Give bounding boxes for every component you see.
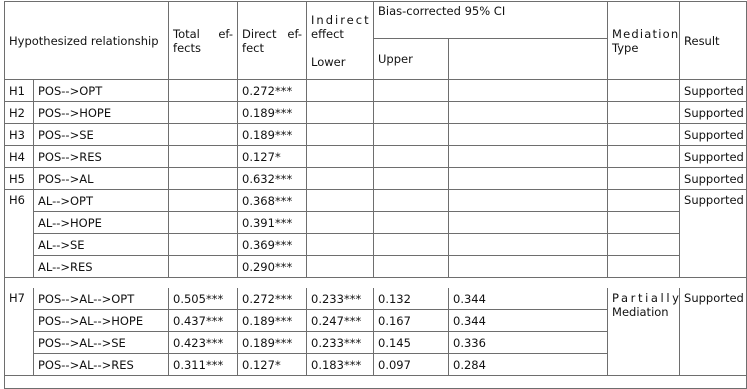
header-bias-corrected-ci: Bias-corrected 95% CI [374,2,608,39]
path-cell: POS-->AL-->OPT [34,288,169,310]
header-row-1 [5,2,747,39]
header-mediation-type-line1: Mediation [612,26,680,41]
upper-cell [374,256,449,278]
result-cell: Supported [680,190,747,278]
indirect-effect-cell [307,256,374,278]
header-indirect-effect-line2: effect [311,26,344,41]
header-mediation-type-line2: Type [612,40,639,55]
spacer-cell [5,278,747,288]
path-cell: AL-->OPT [34,190,169,212]
ci-extra-cell [449,212,608,234]
total-effect-cell [169,80,238,102]
upper-cell [374,234,449,256]
table-footer-row [5,376,747,389]
table-row [5,80,747,102]
mediation-cell [608,80,680,102]
header-hypothesized-relationship: Hypothesized relationship [5,2,169,80]
total-effect-cell [169,256,238,278]
direct-effect-cell: 0.368*** [238,190,307,212]
mediation-cell [608,234,680,256]
indirect-effect-cell [307,234,374,256]
hypothesis-id: H4 [5,146,34,168]
table-row [5,256,747,278]
ci-extra-cell [449,102,608,124]
total-effect-cell [169,234,238,256]
header-total-effects-line2: fects [173,40,201,55]
direct-effect-cell: 0.632*** [238,168,307,190]
table-row [5,212,747,234]
header-total-effects [169,2,238,80]
indirect-effect-cell: 0.247*** [307,310,374,332]
ci-extra-cell [449,168,608,190]
direct-effect-cell: 0.391*** [238,212,307,234]
table-row [5,102,747,124]
header-indirect-effect [307,2,374,80]
header-direct-effect-line2: fect [242,40,264,55]
direct-effect-cell: 0.272*** [238,80,307,102]
hypothesis-id: H5 [5,168,34,190]
upper-cell [374,124,449,146]
total-effect-cell [169,124,238,146]
path-cell: POS-->AL-->HOPE [34,310,169,332]
indirect-effect-cell [307,168,374,190]
indirect-effect-cell [307,80,374,102]
upper-cell [374,146,449,168]
hypothesis-id: H3 [5,124,34,146]
indirect-effect-cell [307,212,374,234]
path-cell: AL-->HOPE [34,212,169,234]
path-cell: AL-->SE [34,234,169,256]
total-effect-cell [169,102,238,124]
path-cell: POS-->AL-->RES [34,354,169,376]
indirect-effect-cell: 0.233*** [307,332,374,354]
direct-effect-cell: 0.189*** [238,102,307,124]
header-mediation-type [608,2,680,80]
header-indirect-effect-line1: Indirect [311,12,371,27]
path-cell: POS-->SE [34,124,169,146]
result-cell: Supported [680,102,747,124]
path-cell: POS-->AL [34,168,169,190]
indirect-effect-cell [307,124,374,146]
hypothesis-id: H2 [5,102,34,124]
mediation-cell [608,212,680,234]
indirect-effect-cell [307,146,374,168]
result-cell: Supported [680,168,747,190]
total-effect-cell: 0.437*** [169,310,238,332]
ci-extra-cell: 0.284 [449,354,608,376]
direct-effect-cell: 0.290*** [238,256,307,278]
upper-cell: 0.167 [374,310,449,332]
ci-extra-cell: 0.344 [449,310,608,332]
upper-cell [374,102,449,124]
table-row [5,146,747,168]
ci-extra-cell: 0.344 [449,288,608,310]
table-row [5,124,747,146]
total-effect-cell [169,146,238,168]
result-cell: Supported [680,80,747,102]
direct-effect-cell: 0.189*** [238,124,307,146]
total-effect-cell: 0.311*** [169,354,238,376]
header-ci-blank [449,39,608,80]
ci-extra-cell [449,146,608,168]
ci-extra-cell [449,124,608,146]
direct-effect-cell: 0.127* [238,354,307,376]
table-footer-cell [5,376,747,389]
mediation-cell [608,102,680,124]
upper-cell: 0.097 [374,354,449,376]
path-cell: AL-->RES [34,256,169,278]
table-row [5,288,747,310]
upper-cell [374,190,449,212]
total-effect-cell: 0.505*** [169,288,238,310]
total-effect-cell: 0.423*** [169,332,238,354]
mediation-cell [608,190,680,212]
indirect-effect-cell: 0.183*** [307,354,374,376]
total-effect-cell [169,168,238,190]
hypothesis-id: H6 [5,190,34,278]
spacer-row [5,278,747,288]
ci-extra-cell [449,256,608,278]
indirect-effect-cell [307,190,374,212]
upper-cell: 0.132 [374,288,449,310]
path-cell: POS-->HOPE [34,102,169,124]
table-row [5,234,747,256]
hypothesis-results-table [4,1,747,389]
header-upper: Upper [374,39,449,80]
direct-effect-cell: 0.127* [238,146,307,168]
upper-cell [374,80,449,102]
mediation-cell [608,288,680,376]
result-cell: Supported [680,288,747,376]
mediation-type-line1: Partially [612,291,682,305]
total-effect-cell [169,190,238,212]
path-cell: POS-->RES [34,146,169,168]
ci-extra-cell [449,80,608,102]
mediation-cell [608,146,680,168]
mediation-cell [608,168,680,190]
direct-effect-cell: 0.369*** [238,234,307,256]
mediation-type-line2: Mediation [612,305,669,319]
path-cell: POS-->AL-->SE [34,332,169,354]
header-total-effects-line1: Total ef- [173,26,234,41]
result-cell: Supported [680,124,747,146]
total-effect-cell [169,212,238,234]
header-result: Result [680,2,747,80]
hypothesis-id: H1 [5,80,34,102]
upper-cell [374,168,449,190]
upper-cell [374,212,449,234]
ci-extra-cell: 0.336 [449,332,608,354]
indirect-effect-cell: 0.233*** [307,288,374,310]
direct-effect-cell: 0.189*** [238,332,307,354]
header-lower: Lower [311,54,346,69]
mediation-cell [608,124,680,146]
ci-extra-cell [449,234,608,256]
mediation-cell [608,256,680,278]
hypothesis-id: H7 [5,288,34,376]
upper-cell: 0.145 [374,332,449,354]
indirect-effect-cell [307,102,374,124]
table-row [5,190,747,212]
direct-effect-cell: 0.272*** [238,288,307,310]
table-row [5,168,747,190]
header-direct-effect [238,2,307,80]
result-cell: Supported [680,146,747,168]
header-direct-effect-line1: Direct ef- [242,26,303,41]
path-cell: POS-->OPT [34,80,169,102]
direct-effect-cell: 0.189*** [238,310,307,332]
ci-extra-cell [449,190,608,212]
